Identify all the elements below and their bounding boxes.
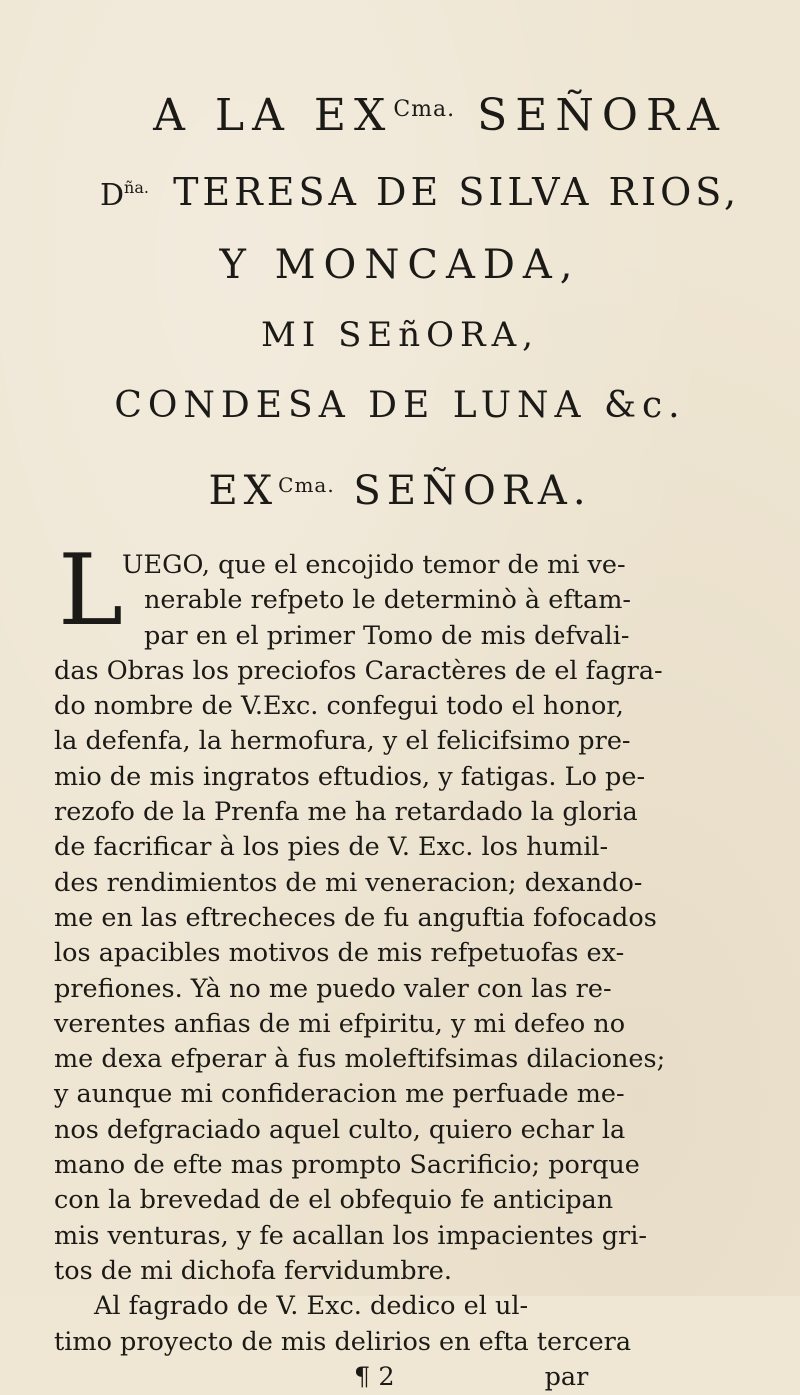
body-line: tos de mi dichofa fervidumbre. bbox=[54, 1255, 452, 1286]
catchword: par bbox=[544, 1361, 589, 1392]
body-line: des rendimientos de mi veneracion; dexando- bbox=[54, 867, 643, 898]
signature-mark: ¶ 2 bbox=[354, 1361, 395, 1392]
body-line: mano de efte mas prompto Sacrificio; porque bbox=[54, 1150, 640, 1181]
body-line: nerable refpeto le determinò à eftam- bbox=[144, 585, 632, 616]
salutation bbox=[0, 468, 800, 514]
salutation-superscript: Cma. bbox=[278, 473, 335, 497]
dedication-line-2-main: TERESA DE SILVA RIOS, bbox=[173, 170, 741, 214]
body-line: mis venturas, y fe acallan los impacientes gri- bbox=[54, 1220, 648, 1251]
body-line: verentes anfias de mi efpiritu, y mi defeo no bbox=[54, 1008, 626, 1039]
dedication-line-2-prefix bbox=[100, 178, 149, 213]
body-line: los apacibles motivos de mis refpetuofas ex- bbox=[54, 938, 625, 969]
body-line: prefiones. Yà no me puedo valer con las re- bbox=[54, 973, 612, 1004]
dedication-line-1-superscript: Cma. bbox=[393, 97, 456, 122]
body-line: me dexa efperar à fus moleftifsimas dilaciones; bbox=[54, 1044, 666, 1075]
dedication-line-5: CONDESA DE LUNA &c. bbox=[114, 385, 686, 426]
dedication-line-2-prefix-superscript: ña. bbox=[124, 178, 149, 197]
salutation-end: SEÑORA. bbox=[353, 468, 592, 514]
dedication-line-4: MI SEñORA, bbox=[261, 315, 539, 355]
body-line: UEGO, que el encojido temor de mi ve- bbox=[122, 550, 626, 580]
salutation-main: EX bbox=[208, 468, 279, 514]
drop-capital: L bbox=[58, 534, 124, 648]
body-line: con la brevedad de el obfequio fe anticipan bbox=[54, 1185, 614, 1216]
catchword-line bbox=[54, 1360, 754, 1395]
dedication-line-2-prefix-letter: D bbox=[99, 178, 125, 213]
dedication-line-2 bbox=[20, 170, 800, 214]
body-line: Al fagrado de V. Exc. dedico el ul- bbox=[94, 1291, 529, 1322]
body-line: par en el primer Tomo de mis defvali- bbox=[144, 620, 630, 651]
body-line: rezofo de la Prenfa me ha retardado la gloria bbox=[54, 797, 638, 828]
dedication-line-1 bbox=[40, 90, 800, 141]
body-line: mio de mis ingratos eftudios, y fatigas. Lo pe- bbox=[54, 761, 646, 792]
body-line: do nombre de V.Exc. confegui todo el honor, bbox=[54, 691, 624, 722]
dedication-line-1-end: SEÑORA bbox=[477, 90, 727, 141]
body-line: das Obras los preciofos Caractères de el fagra- bbox=[54, 655, 663, 686]
body-line: la defenfa, la hermofura, y el felicifsimo pre- bbox=[54, 726, 631, 757]
body-line: timo proyecto de mis delirios en efta tercera bbox=[54, 1326, 632, 1357]
body-line: me en las eftrecheces de fu anguftia fofocados bbox=[54, 902, 657, 933]
body-line: y aunque mi confideracion me perfuade me- bbox=[54, 1079, 625, 1110]
dedication-line-3: Y MONCADA, bbox=[219, 242, 581, 288]
dedication-line-1-main: A LA EX bbox=[153, 90, 394, 141]
dedication-body bbox=[54, 548, 754, 1395]
body-line: de facrificar à los pies de V. Exc. los humil- bbox=[54, 832, 609, 863]
body-line: nos defgraciado aquel culto, quiero echar la bbox=[54, 1114, 626, 1145]
